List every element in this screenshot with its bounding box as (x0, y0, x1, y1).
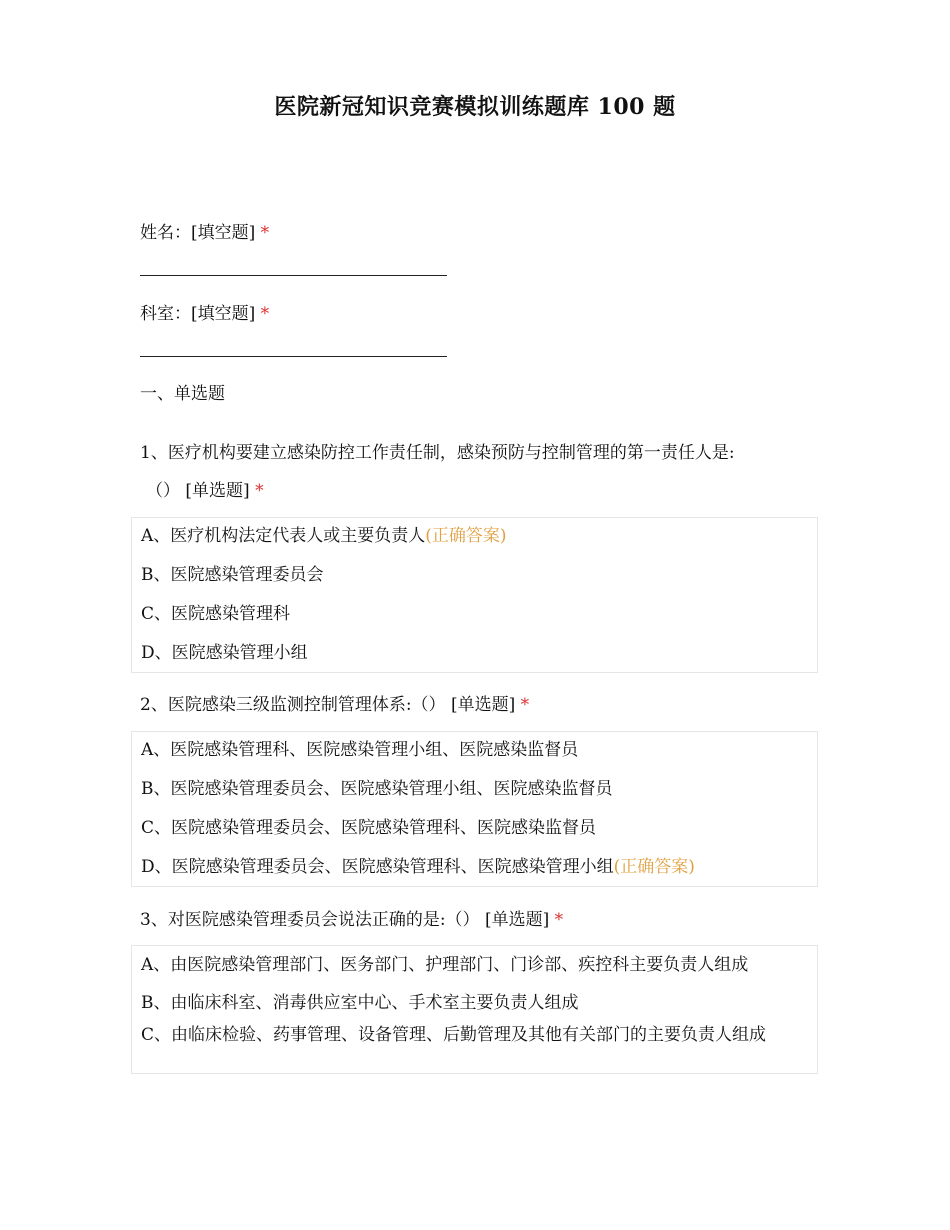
page-title: 医院新冠知识竞赛模拟训练题库 100 题 (274, 94, 676, 120)
name-field-label (140, 221, 269, 245)
name-field-text: 姓名：[填空题] (140, 223, 256, 243)
required-mark: * (255, 481, 264, 501)
required-mark: * (554, 910, 564, 930)
option-text: A、医疗机构法定代表人或主要负责人 (141, 526, 426, 546)
question-1-option-c[interactable]: C、医院感染管理科 (141, 604, 291, 624)
department-fill-line[interactable] (140, 356, 447, 357)
correct-answer-tag: (正确答案) (425, 526, 507, 546)
question-3-text (140, 908, 563, 932)
question-1-text: 1、医疗机构要建立感染防控工作责任制，感染预防与控制管理的第一责任人是: (140, 443, 735, 463)
question-1-option-b[interactable]: B、医院感染管理委员会 (141, 565, 324, 585)
question-1-option-d[interactable]: D、医院感染管理小组 (141, 643, 308, 663)
question-1-options (131, 517, 818, 673)
required-mark: * (260, 223, 270, 243)
question-3-line: 3、对医院感染管理委员会说法正确的是:（） [单选题] (140, 910, 550, 930)
required-mark: * (520, 695, 530, 715)
department-field-text: 科室：[填空题] (140, 304, 256, 324)
question-3-option-b[interactable]: B、由临床科室、消毒供应室中心、手术室主要负责人组成 (141, 993, 579, 1013)
option-text: D、医院感染管理委员会、医院感染管理科、医院感染管理小组 (141, 857, 614, 877)
question-3-option-a[interactable]: A、由医院感染管理部门、医务部门、护理部门、门诊部、疾控科主要负责人组成 (141, 955, 749, 975)
required-mark: * (260, 304, 270, 324)
question-2-text (140, 693, 529, 717)
question-2-option-d[interactable] (141, 855, 695, 879)
question-3-option-c[interactable]: C、由临床检验、药事管理、设备管理、后勤管理及其他有关部门的主要负责人组成 (141, 1025, 767, 1045)
question-2-line: 2、医院感染三级监测控制管理体系:（） [单选题] (140, 695, 516, 715)
question-2-options (131, 731, 818, 887)
question-2-option-a[interactable]: A、医院感染管理科、医院感染管理小组、医院感染监督员 (141, 740, 579, 760)
question-2-option-c[interactable]: C、医院感染管理委员会、医院感染管理科、医院感染监督员 (141, 818, 597, 838)
question-1-meta (146, 479, 264, 503)
question-1-option-a[interactable] (141, 524, 507, 548)
question-1-type: （） [单选题] (146, 481, 250, 501)
question-3-options (131, 945, 818, 1074)
correct-answer-tag: (正确答案) (613, 857, 695, 877)
department-field-label (140, 302, 269, 326)
name-fill-line[interactable] (140, 275, 447, 276)
question-2-option-b[interactable]: B、医院感染管理委员会、医院感染管理小组、医院感染监督员 (141, 779, 613, 799)
section-title: 一、单选题 (140, 384, 225, 404)
